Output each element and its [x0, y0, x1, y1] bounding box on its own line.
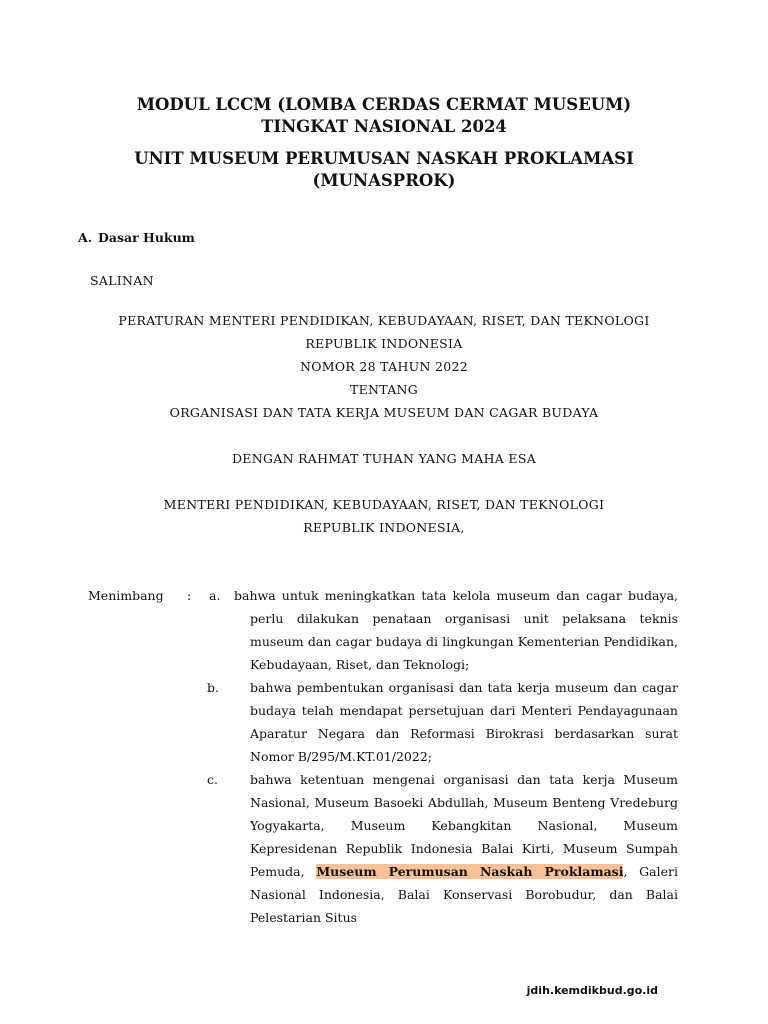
menimbang-section: [88, 584, 678, 929]
regulation-heading: [80, 309, 688, 539]
menimbang-item-c: [88, 768, 678, 929]
regulation-line-7: MENTERI PENDIDIKAN, KEBUDAYAAN, RISET, DAN TEKNOLOGI: [163, 497, 605, 512]
section-heading: [78, 230, 195, 245]
section-letter: A.: [78, 230, 93, 245]
item-letter: c.: [207, 772, 218, 787]
menimbang-label: Menimbang: [88, 588, 164, 603]
footer-url: jdih.kemdikbud.go.id: [526, 984, 658, 997]
menimbang-item-a: [88, 584, 678, 676]
regulation-line-3: NOMOR 28 TAHUN 2022: [299, 359, 469, 374]
title-line-1: MODUL LCCM (LOMBA CERDAS CERMAT MUSEUM): [136, 95, 632, 114]
module-title: [60, 94, 708, 192]
regulation-line-4: TENTANG: [349, 382, 419, 397]
section-heading-text: Dasar Hukum: [98, 230, 195, 245]
title-line-2: TINGKAT NASIONAL 2024: [261, 117, 507, 136]
item-text-after: , Galeri Nasional Indonesia, Balai Konservasi Borobudur, dan Balai Pelestarian Situs: [250, 864, 678, 925]
regulation-line-2: REPUBLIK INDONESIA: [305, 336, 463, 351]
regulation-line-1: PERATURAN MENTERI PENDIDIKAN, KEBUDAYAAN, RISET, DAN TEKNOLOGI: [118, 313, 650, 328]
item-text: bahwa pembentukan organisasi dan tata kerja museum dan cagar budaya telah mendapat persetujuan dari Menteri Pendayagunaan Aparatur Negara dan Reformasi Birokrasi berdasarkan surat Nomor B/295/M.KT.01/2022;: [250, 680, 678, 764]
menimbang-colon: :: [187, 588, 192, 603]
menimbang-item-b: [88, 676, 678, 768]
item-letter: a.: [209, 588, 221, 603]
regulation-line-8: REPUBLIK INDONESIA,: [303, 520, 465, 535]
regulation-line-6: DENGAN RAHMAT TUHAN YANG MAHA ESA: [231, 451, 537, 466]
salinan-label: SALINAN: [90, 273, 154, 288]
item-letter: b.: [207, 680, 219, 695]
item-text-before: bahwa ketentuan mengenai organisasi dan tata kerja Museum Nasional, Museum Basoeki Abdullah, Museum Benteng Vredeburg Yogyakarta, Museum Kebangkitan Nasional, Museum Kepresidenan Republik Indonesia Balai Kirti, Museum Sumpah Pemuda,: [250, 772, 678, 879]
title-line-3: UNIT MUSEUM PERUMUSAN NASKAH PROKLAMASI: [134, 149, 634, 168]
regulation-line-5: ORGANISASI DAN TATA KERJA MUSEUM DAN CAGAR BUDAYA: [169, 405, 599, 420]
item-text: [250, 768, 678, 929]
item-text: bahwa untuk meningkatkan tata kelola museum dan cagar budaya, perlu dilakukan penataan organisasi unit pelaksana teknis museum dan cagar budaya di lingkungan Kementerian Pendidikan, Kebudayaan, Riset, dan Teknologi;: [234, 588, 678, 672]
highlighted-museum-name: Museum Perumusan Naskah Proklamasi: [316, 864, 624, 879]
title-line-4: (MUNASPROK): [312, 171, 456, 190]
